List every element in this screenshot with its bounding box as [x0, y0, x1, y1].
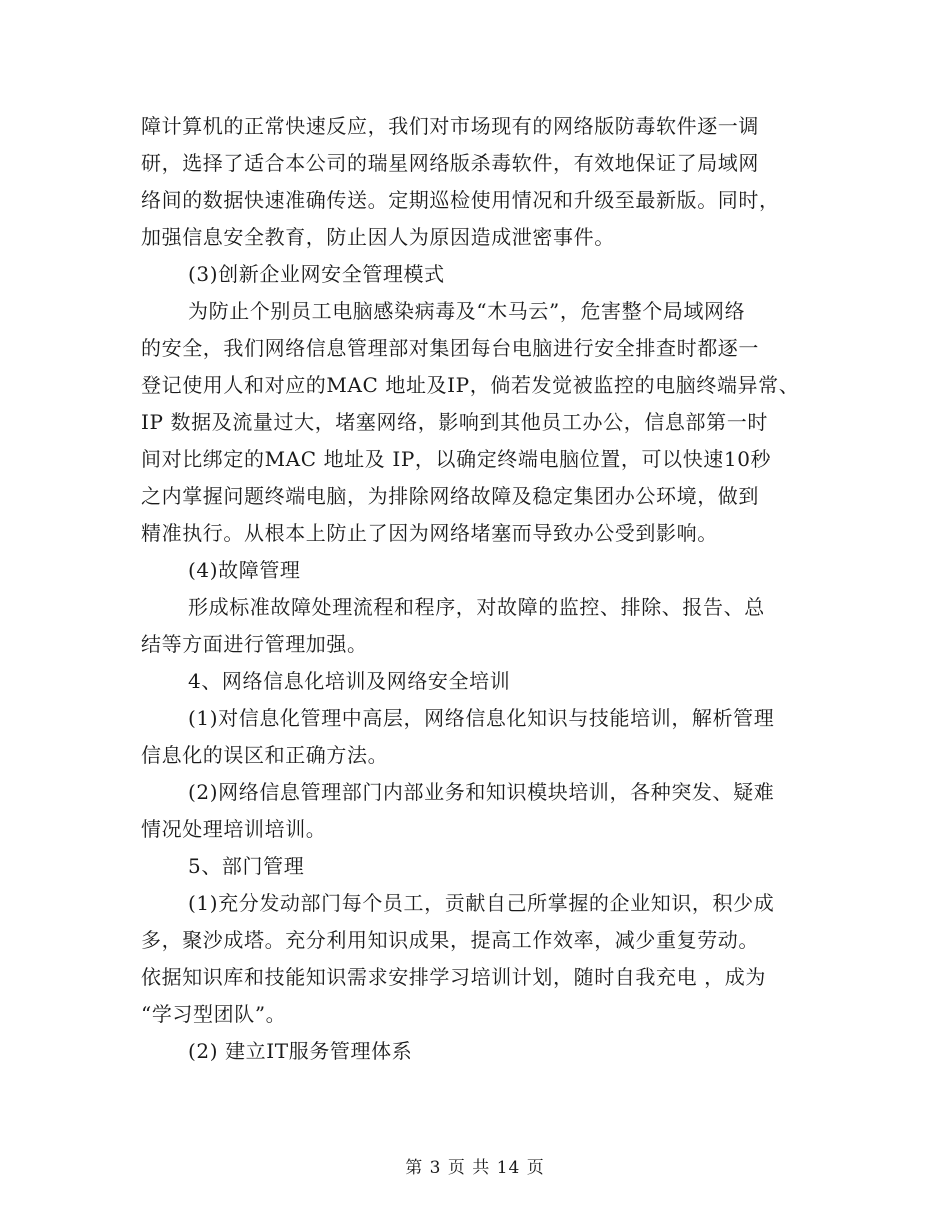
- text-line: (2) 建立IT服务管理体系: [188, 1039, 413, 1063]
- text-line: (1)对信息化管理中高层，网络信息化知识与技能培训，解析管理: [188, 706, 775, 730]
- text-line: 间对比绑定的MAC 地址及 IP，以确定终端电脑位置，可以快速10秒: [141, 447, 772, 471]
- text-line: 4、网络信息化培训及网络安全培训: [188, 669, 511, 693]
- text-line: 信息化的误区和正确方法。: [141, 743, 389, 767]
- text-line: 结等方面进行管理加强。: [141, 632, 368, 656]
- text-line: 情况处理培训培训。: [141, 817, 327, 841]
- text-line: 5、部门管理: [188, 854, 305, 878]
- text-line: “学习型团队”。: [141, 1002, 287, 1026]
- text-line: 多，聚沙成塔。充分利用知识成果，提高工作效率，减少重复劳动。: [141, 928, 759, 952]
- text-line: 研，选择了适合本公司的瑞星网络版杀毒软件，有效地保证了局域网: [141, 151, 759, 175]
- text-line: (1)充分发动部门每个员工，贡献自己所掌握的企业知识，积少成: [188, 891, 775, 915]
- text-line: 登记使用人和对应的MAC 地址及IP，倘若发觉被监控的电脑终端异常、: [141, 373, 800, 397]
- document-body: [141, 108, 811, 1070]
- text-line: 的安全，我们网络信息管理部对集团每台电脑进行安全排查时都逐一: [141, 336, 759, 360]
- text-line: IP 数据及流量过大，堵塞网络，影响到其他员工办公，信息部第一时: [141, 410, 768, 434]
- text-line: 精准执行。从根本上防止了因为网络堵塞而导致办公受到影响。: [141, 521, 718, 545]
- text-line: 障计算机的正常快速反应，我们对市场现有的网络版防毒软件逐一调: [141, 114, 759, 138]
- text-line: 之内掌握问题终端电脑，为排除网络故障及稳定集团办公环境，做到: [141, 484, 759, 508]
- text-line: 加强信息安全教育，防止因人为原因造成泄密事件。: [141, 225, 615, 249]
- text-line: 依据知识库和技能知识需求安排学习培训计划，随时自我充电 ，成为: [141, 965, 766, 989]
- text-line: 络间的数据快速准确传送。定期巡检使用情况和升级至最新版。同时，: [141, 188, 780, 212]
- text-line: 为防止个别员工电脑感染病毒及“木马云”，危害整个局域网络: [188, 299, 746, 323]
- text-line: (4)故障管理: [188, 558, 301, 582]
- text-line: (3)创新企业网安全管理模式: [188, 262, 445, 286]
- text-line: 形成标准故障处理流程和程序，对故障的监控、排除、报告、总: [188, 595, 765, 619]
- text-line: (2)网络信息管理部门内部业务和知识模块培训，各种突发、疑难: [188, 780, 775, 804]
- page-footer: 第 3 页 共 14 页: [405, 1158, 545, 1178]
